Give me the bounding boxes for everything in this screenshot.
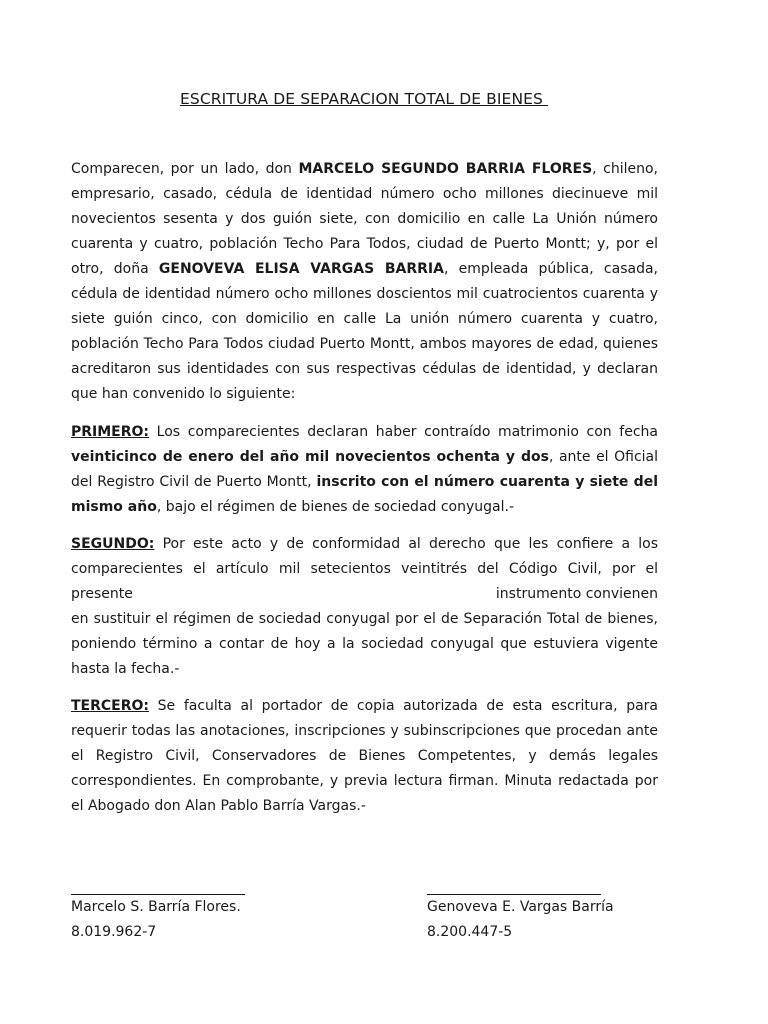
clause-segundo-spaced-line — [71, 582, 658, 607]
party-1-name: MARCELO SEGUNDO BARRIA FLORES — [298, 161, 593, 177]
clause-primero-text-1: Los comparecientes declaran haber contraído matrimonio con fecha — [149, 424, 658, 440]
signature-block-left — [71, 870, 245, 945]
marriage-date: veinticinco de enero del año mil novecientos ochenta y dos — [71, 449, 549, 465]
clause-tercero — [71, 694, 658, 819]
clause-segundo-text-3: en sustituir el régimen de sociedad conyugal por el de Separación Total de bienes, poniendo término a contar de hoy a la sociedad conyugal que estuviera vigente hasta la fecha.- — [71, 611, 658, 677]
clause-tercero-label: TERCERO: — [71, 698, 150, 714]
signature-name-left: Marcelo S. Barría Flores. — [71, 899, 241, 915]
clause-segundo-head — [71, 532, 658, 582]
party-2-name: GENOVEVA ELISA VARGAS BARRIA — [158, 261, 444, 277]
intro-text-3: , empleada pública, casada, cédula de identidad número ocho millones doscientos mil cuatrocientos cuarenta y siete guión cinco, con domicilio en calle La unión número cuarenta y cuatro, población Techo Para Todos ciudad Puerto Montt, ambos mayores de edad, quienes acreditaron sus identidades con sus respectivas cédulas de identidad, y declaran que han convenido lo siguiente: — [71, 261, 658, 402]
clause-segundo-tail — [71, 607, 658, 682]
clause-primero-text-3: , bajo el régimen de bienes de sociedad conyugal.- — [156, 499, 515, 515]
signature-id-left: 8.019.962-7 — [71, 924, 157, 940]
clause-segundo-label: SEGUNDO: — [71, 536, 155, 552]
clause-tercero-text: Se faculta al portador de copia autorizada de esta escritura, para requerir todas las anotaciones, inscripciones y subinscripciones que procedan ante el Registro Civil, Conservadores de Bienes Competentes, y demás legales correspondientes. En comprobante, y previa lectura firman. Minuta redactada por el Abogado don Alan Pablo Barría Vargas.- — [71, 698, 658, 814]
clause-primero — [71, 420, 658, 520]
signature-name-right: Genoveva E. Vargas Barría — [427, 899, 614, 915]
document-title: ESCRITURA DE SEPARACION TOTAL DE BIENES — [179, 90, 549, 108]
clause-primero-text-2: , ante el Oficial del Registro Civil de Puerto Montt, — [71, 449, 658, 490]
registration-number: inscrito con el número cuarenta y siete del mismo año — [71, 474, 658, 515]
intro-paragraph — [71, 157, 658, 407]
clause-segundo-text-2a: presente — [71, 586, 133, 602]
clause-segundo-text-2b: instrumento convienen — [495, 586, 658, 602]
clause-segundo-text-1: Por este acto y de conformidad al derecho que les confiere a los comparecientes el artículo mil setecientos veintitrés del Código Civil, por el — [71, 536, 658, 577]
signature-block-right — [427, 870, 614, 945]
clause-segundo — [71, 532, 658, 682]
signature-id-right: 8.200.447-5 — [427, 924, 513, 940]
clause-primero-label: PRIMERO: — [71, 424, 150, 440]
intro-text-1: Comparecen, por un lado, don — [71, 161, 299, 177]
signature-line-left — [71, 870, 245, 895]
intro-text-2: , chileno, empresario, casado, cédula de identidad número ocho millones diecinueve mil novecientos sesenta y dos guión siete, con domicilio en calle La Unión número cuarenta y cuatro, población Techo Para Todos, ciudad de Puerto Montt; y, por el otro, doña — [71, 161, 659, 277]
signature-line-right — [427, 870, 601, 895]
